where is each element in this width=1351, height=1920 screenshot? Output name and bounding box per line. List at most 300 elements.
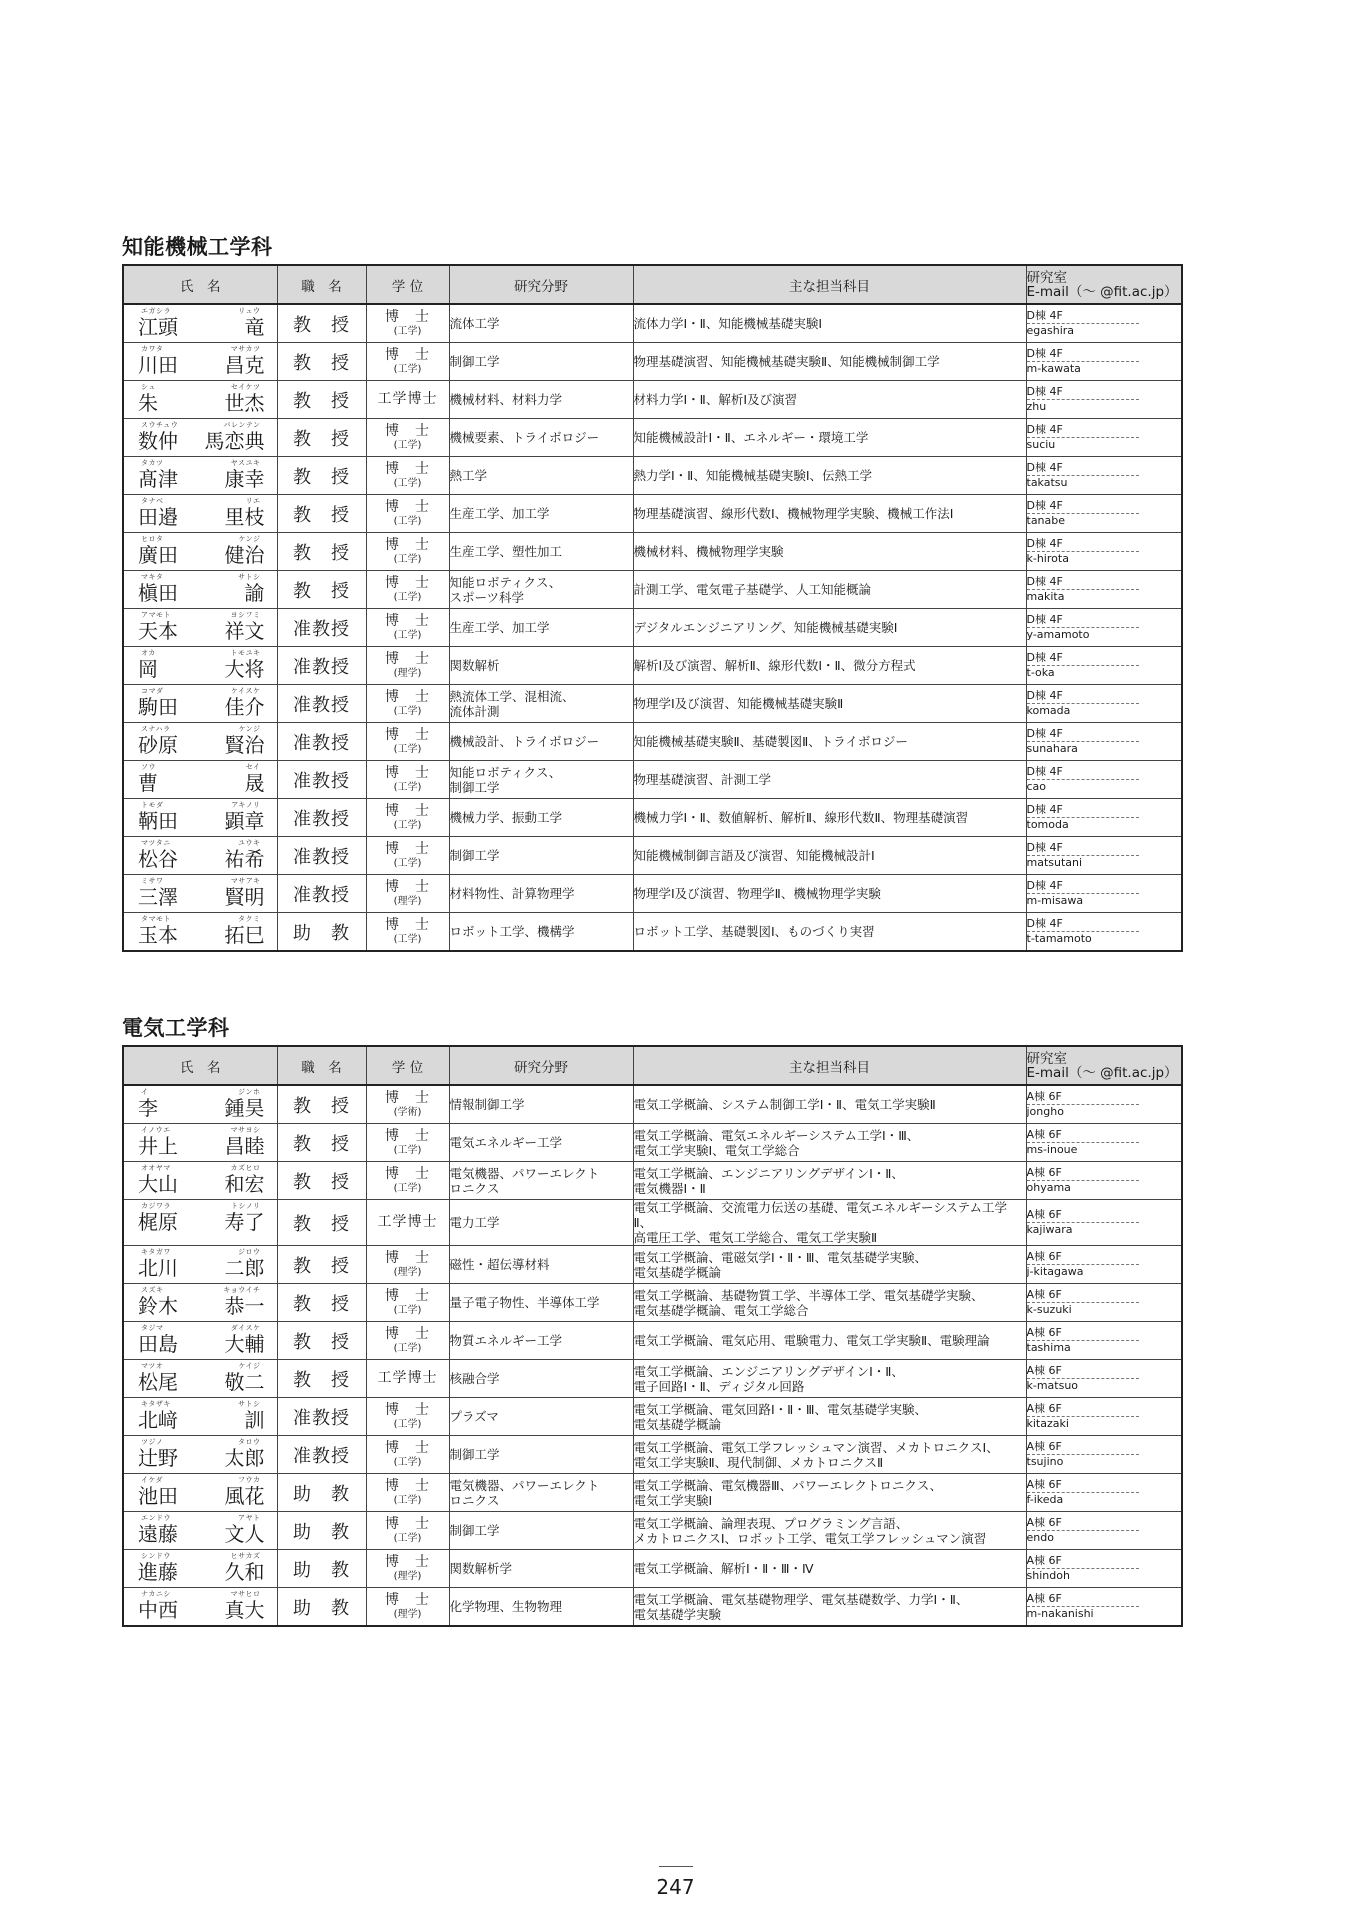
table-row: [123, 913, 1182, 952]
email-id: tashima: [1026, 1341, 1071, 1354]
given-name: 敬二: [224, 1370, 265, 1394]
family-name: 大山: [138, 1172, 178, 1196]
rank-cell: 教 授: [277, 457, 366, 495]
family-name-kana: カワタ: [141, 345, 164, 353]
family-name: 槇田: [138, 581, 178, 605]
given-name-kana: セイ: [245, 763, 261, 771]
given-name-kana: タロウ: [238, 1438, 261, 1446]
degree: 博 士: [385, 803, 430, 819]
given-name: 拓巳: [224, 923, 265, 947]
family-name: 田邉: [138, 505, 178, 529]
office-location: A棟 6F: [1027, 1402, 1139, 1417]
office-cell: [1026, 647, 1182, 685]
section-mechanical: [122, 234, 1181, 952]
email-id: t-tamamoto: [1026, 932, 1092, 945]
degree-field: (工学): [393, 364, 422, 375]
research-field-cell: 材料物性、計算物理学: [449, 875, 633, 913]
email-id: jongho: [1026, 1105, 1064, 1118]
email-id: kajiwara: [1026, 1223, 1073, 1236]
research-field-cell: 制御工学: [449, 343, 633, 381]
office-location: D棟 4F: [1027, 385, 1139, 400]
given-name: 祐希: [224, 847, 265, 871]
degree-cell: [366, 457, 449, 495]
degree-cell: [366, 381, 449, 419]
degree-field: (工学): [393, 744, 422, 755]
given-name-kana: カズヒロ: [230, 1164, 261, 1172]
name-cell: [123, 761, 277, 799]
name-cell: [123, 381, 277, 419]
name-cell: [123, 723, 277, 761]
rank-cell: 教 授: [277, 304, 366, 343]
email-id: komada: [1026, 704, 1071, 717]
table-row: [123, 761, 1182, 799]
degree: 工学博士: [377, 1370, 438, 1386]
rank-cell: 教 授: [277, 1200, 366, 1246]
degree-field: (工学): [393, 1419, 422, 1430]
rank-cell: 教 授: [277, 571, 366, 609]
section-electrical: [122, 1015, 1181, 1627]
family-name: 遠藤: [138, 1522, 178, 1546]
degree: 博 士: [385, 309, 430, 325]
name-cell: [123, 1085, 277, 1124]
given-name-kana: トシノリ: [231, 1202, 261, 1210]
given-name-kana: マサアキ: [230, 877, 261, 885]
research-field-cell: 生産工学、加工学: [449, 609, 633, 647]
name-cell: [123, 1512, 277, 1550]
research-field-cell: 知能ロボティクス、 スポーツ科学: [449, 571, 633, 609]
degree: 博 士: [385, 613, 430, 629]
research-field-cell: 関数解析: [449, 647, 633, 685]
table-row: [123, 304, 1182, 343]
degree: 博 士: [385, 575, 430, 591]
office-cell: [1026, 571, 1182, 609]
given-name: 太郎: [224, 1446, 265, 1470]
given-name: 里枝: [224, 505, 265, 529]
courses-cell: 電気工学概論、解析Ⅰ・Ⅱ・Ⅲ・Ⅳ: [633, 1550, 1026, 1588]
table-row: [123, 1085, 1182, 1124]
courses-cell: 熱力学Ⅰ・Ⅱ、知能機械基礎実験Ⅰ、伝熱工学: [633, 457, 1026, 495]
rank-cell: 教 授: [277, 1124, 366, 1162]
email-id: egashira: [1026, 324, 1075, 337]
courses-cell: 知能機械設計Ⅰ・Ⅱ、エネルギー・環境工学: [633, 419, 1026, 457]
table-row: [123, 837, 1182, 875]
degree: 博 士: [385, 1166, 430, 1182]
degree-field: (理学): [393, 1609, 422, 1620]
table-row: [123, 1474, 1182, 1512]
name-cell: [123, 1200, 277, 1246]
research-field-cell: 制御工学: [449, 1436, 633, 1474]
courses-cell: 流体力学Ⅰ・Ⅱ、知能機械基礎実験Ⅰ: [633, 304, 1026, 343]
degree-field: (工学): [393, 516, 422, 527]
courses-cell: 電気工学概論、電気応用、電験電力、電気工学実験Ⅱ、電験理論: [633, 1322, 1026, 1360]
email-id: f-ikeda: [1026, 1493, 1064, 1506]
courses-cell: 物理学Ⅰ及び演習、知能機械基礎実験Ⅱ: [633, 685, 1026, 723]
degree: 博 士: [385, 1326, 430, 1342]
rank-cell: 教 授: [277, 419, 366, 457]
office-cell: [1026, 1436, 1182, 1474]
degree-field: (工学): [393, 1533, 422, 1544]
degree-field: (理学): [393, 1267, 422, 1278]
courses-cell: 電気工学概論、基礎物質工学、半導体工学、電気基礎学実験、 電気基礎学概論、電気工学総合: [633, 1284, 1026, 1322]
courses-cell: 電気工学概論、システム制御工学Ⅰ・Ⅱ、電気工学実験Ⅱ: [633, 1085, 1026, 1124]
name-cell: [123, 1474, 277, 1512]
table-row: [123, 495, 1182, 533]
degree-field: (理学): [393, 1571, 422, 1582]
degree: 工学博士: [377, 1214, 438, 1230]
given-name-kana: バレンテン: [223, 421, 261, 429]
name-cell: [123, 647, 277, 685]
table-row: [123, 875, 1182, 913]
office-cell: [1026, 419, 1182, 457]
degree-field: (工学): [393, 934, 422, 945]
degree-cell: [366, 1474, 449, 1512]
family-name-kana: トモダ: [141, 801, 164, 809]
name-cell: [123, 495, 277, 533]
table-row: [123, 381, 1182, 419]
table-row: [123, 1360, 1182, 1398]
col-name-header: 氏 名: [123, 265, 277, 304]
family-name: 松谷: [138, 847, 178, 871]
office-cell: [1026, 304, 1182, 343]
degree-cell: [366, 1588, 449, 1627]
courses-cell: 電気工学概論、電気基礎物理学、電気基礎数学、力学Ⅰ・Ⅱ、 電気基礎学実験: [633, 1588, 1026, 1627]
office-cell: [1026, 913, 1182, 952]
given-name: 大輔: [224, 1332, 265, 1356]
courses-cell: 電気工学概論、エンジニアリングデザインⅠ・Ⅱ、 電子回路Ⅰ・Ⅱ、ディジタル回路: [633, 1360, 1026, 1398]
degree: 工学博士: [377, 391, 438, 407]
office-cell: [1026, 685, 1182, 723]
degree-cell: [366, 647, 449, 685]
office-location: A棟 6F: [1027, 1440, 1139, 1455]
office-cell: [1026, 1550, 1182, 1588]
office-cell: [1026, 1085, 1182, 1124]
office-location: A棟 6F: [1027, 1288, 1139, 1303]
courses-cell: 物理基礎演習、計測工学: [633, 761, 1026, 799]
rank-cell: 助 教: [277, 1588, 366, 1627]
given-name: 文人: [224, 1522, 265, 1546]
rank-cell: 教 授: [277, 381, 366, 419]
degree-field: (工学): [393, 554, 422, 565]
office-cell: [1026, 1246, 1182, 1284]
research-field-cell: 量子電子物性、半導体工学: [449, 1284, 633, 1322]
family-name-kana: タマモト: [141, 915, 171, 923]
office-location: A棟 6F: [1027, 1554, 1139, 1569]
given-name-kana: セイケツ: [230, 383, 261, 391]
courses-cell: 電気工学概論、電磁気学Ⅰ・Ⅱ・Ⅲ、電気基礎学実験、 電気基礎学概論: [633, 1246, 1026, 1284]
given-name: 昌睦: [224, 1134, 265, 1158]
courses-cell: 電気工学概論、エンジニアリングデザインⅠ・Ⅱ、 電気機器Ⅰ・Ⅱ: [633, 1162, 1026, 1200]
family-name-kana: オカ: [141, 649, 156, 657]
office-cell: [1026, 1322, 1182, 1360]
degree-field: (理学): [393, 896, 422, 907]
name-cell: [123, 685, 277, 723]
given-name-kana: マサヨシ: [230, 1126, 261, 1134]
research-field-cell: 生産工学、塑性加工: [449, 533, 633, 571]
office-cell: [1026, 837, 1182, 875]
rank-cell: 准教授: [277, 723, 366, 761]
office-location: A棟 6F: [1027, 1364, 1139, 1379]
rank-cell: 准教授: [277, 761, 366, 799]
name-cell: [123, 571, 277, 609]
col-room-header: [1026, 1046, 1182, 1085]
family-name-kana: エンドウ: [141, 1514, 171, 1522]
room-header-label: 研究室: [1026, 269, 1067, 286]
email-id: tomoda: [1026, 818, 1069, 831]
family-name: 曹: [138, 771, 158, 795]
email-id: ohyama: [1026, 1181, 1071, 1194]
degree: 博 士: [385, 727, 430, 743]
office-cell: [1026, 1360, 1182, 1398]
table-row: [123, 1322, 1182, 1360]
rank-cell: 教 授: [277, 1322, 366, 1360]
family-name-kana: マツオ: [141, 1362, 164, 1370]
degree-cell: [366, 1512, 449, 1550]
degree-field: (工学): [393, 1457, 422, 1468]
rank-cell: 教 授: [277, 1246, 366, 1284]
family-name: 李: [138, 1096, 158, 1120]
email-header-label: E-mail（～ @fit.ac.jp）: [1026, 283, 1178, 300]
degree-field: (工学): [393, 1145, 422, 1156]
family-name-kana: シンドウ: [141, 1552, 171, 1560]
family-name: 中西: [138, 1598, 178, 1622]
research-field-cell: 電力工学: [449, 1200, 633, 1246]
name-cell: [123, 1398, 277, 1436]
office-location: D棟 4F: [1027, 423, 1139, 438]
degree-cell: [366, 837, 449, 875]
email-id: sunahara: [1026, 742, 1078, 755]
name-cell: [123, 1162, 277, 1200]
office-cell: [1026, 799, 1182, 837]
table-row: [123, 343, 1182, 381]
given-name-kana: ヨシフミ: [230, 611, 261, 619]
email-id: takatsu: [1026, 476, 1068, 489]
degree: 博 士: [385, 1440, 430, 1456]
degree-field: (工学): [393, 1343, 422, 1354]
degree-field: (工学): [393, 440, 422, 451]
table-row: [123, 609, 1182, 647]
table-row: [123, 799, 1182, 837]
family-name-kana: カジワラ: [141, 1202, 171, 1210]
courses-cell: 解析Ⅰ及び演習、解析Ⅱ、線形代数Ⅰ・Ⅱ、微分方程式: [633, 647, 1026, 685]
degree-cell: [366, 1162, 449, 1200]
email-id: tsujino: [1026, 1455, 1064, 1468]
table-row: [123, 1588, 1182, 1627]
research-field-cell: 制御工学: [449, 837, 633, 875]
email-header-label: E-mail（～ @fit.ac.jp）: [1026, 1064, 1178, 1081]
office-location: D棟 4F: [1027, 537, 1139, 552]
rank-cell: 教 授: [277, 533, 366, 571]
degree: 博 士: [385, 689, 430, 705]
given-name-kana: マサヒロ: [230, 1590, 261, 1598]
rank-cell: 教 授: [277, 495, 366, 533]
degree-cell: [366, 533, 449, 571]
name-cell: [123, 457, 277, 495]
family-name-kana: エガシラ: [141, 307, 171, 315]
degree: 博 士: [385, 1478, 430, 1494]
rank-cell: 教 授: [277, 1360, 366, 1398]
table-header: [123, 1046, 1182, 1085]
research-field-cell: 核融合学: [449, 1360, 633, 1398]
family-name: 池田: [138, 1484, 178, 1508]
table-row: [123, 1124, 1182, 1162]
office-cell: [1026, 761, 1182, 799]
degree: 博 士: [385, 765, 430, 781]
name-cell: [123, 1124, 277, 1162]
degree: 博 士: [385, 347, 430, 363]
courses-cell: 物理基礎演習、線形代数Ⅰ、機械物理学実験、機械工作法Ⅰ: [633, 495, 1026, 533]
email-id: endo: [1026, 1531, 1054, 1544]
family-name-kana: ミサワ: [141, 877, 164, 885]
given-name: 賢明: [224, 885, 265, 909]
family-name-kana: キタガワ: [141, 1248, 171, 1256]
office-location: D棟 4F: [1027, 879, 1139, 894]
office-location: D棟 4F: [1027, 841, 1139, 856]
family-name-kana: シュ: [141, 383, 156, 391]
email-id: tanabe: [1026, 514, 1066, 527]
degree: 博 士: [385, 1402, 430, 1418]
degree-field: (工学): [393, 782, 422, 793]
degree-cell: [366, 1200, 449, 1246]
family-name: 砂原: [138, 733, 178, 757]
rank-cell: 准教授: [277, 685, 366, 723]
page-number-rule: [659, 1866, 693, 1867]
rank-cell: 助 教: [277, 1550, 366, 1588]
degree: 博 士: [385, 423, 430, 439]
family-name: 井上: [138, 1134, 178, 1158]
degree-cell: [366, 1360, 449, 1398]
table-row: [123, 1436, 1182, 1474]
email-id: m-misawa: [1026, 894, 1084, 907]
degree-cell: [366, 685, 449, 723]
family-name-kana: イ: [141, 1088, 149, 1096]
given-name-kana: ヤスユキ: [230, 459, 261, 467]
name-cell: [123, 837, 277, 875]
office-cell: [1026, 723, 1182, 761]
degree-cell: [366, 495, 449, 533]
given-name: 鍾昊: [224, 1096, 265, 1120]
family-name: 梶原: [138, 1210, 178, 1234]
courses-cell: 電気工学概論、電気工学フレッシュマン演習、メカトロニクスⅠ、 電気工学実験Ⅱ、現代制御、メカトロニクスⅡ: [633, 1436, 1026, 1474]
given-name: 竜: [244, 315, 265, 339]
office-cell: [1026, 1398, 1182, 1436]
col-degree-header: 学 位: [366, 1046, 449, 1085]
name-cell: [123, 1322, 277, 1360]
degree: 博 士: [385, 1516, 430, 1532]
degree-field: (理学): [393, 668, 422, 679]
table-row: [123, 1550, 1182, 1588]
rank-cell: 准教授: [277, 609, 366, 647]
family-name: 江頭: [138, 315, 178, 339]
family-name-kana: キタザキ: [141, 1400, 171, 1408]
family-name: 鈴木: [138, 1294, 178, 1318]
table-row: [123, 1246, 1182, 1284]
degree-cell: [366, 304, 449, 343]
family-name: 進藤: [138, 1560, 178, 1584]
courses-cell: 電気工学概論、交流電力伝送の基礎、電気エネルギーシステム工学Ⅱ、 高電圧工学、電気工学総合、電気工学実験Ⅱ: [633, 1200, 1026, 1246]
given-name: 康幸: [224, 467, 265, 491]
col-rank-header: 職 名: [277, 1046, 366, 1085]
given-name-kana: ジンホ: [238, 1088, 261, 1096]
office-location: D棟 4F: [1027, 803, 1139, 818]
given-name-kana: ケイジ: [238, 1362, 261, 1370]
office-cell: [1026, 495, 1182, 533]
given-name: 佳介: [224, 695, 265, 719]
research-field-cell: 電気機器、パワーエレクト ロニクス: [449, 1162, 633, 1200]
given-name: 健治: [224, 543, 265, 567]
degree: 博 士: [385, 1250, 430, 1266]
table-row: [123, 723, 1182, 761]
name-cell: [123, 1436, 277, 1474]
name-cell: [123, 343, 277, 381]
office-location: D棟 4F: [1027, 651, 1139, 666]
degree-cell: [366, 571, 449, 609]
degree: 博 士: [385, 651, 430, 667]
office-location: D棟 4F: [1027, 917, 1139, 932]
family-name-kana: ナカニシ: [141, 1590, 171, 1598]
office-location: A棟 6F: [1027, 1516, 1139, 1531]
family-name-kana: スズキ: [141, 1286, 164, 1294]
family-name: 北﨑: [138, 1408, 178, 1432]
section-title: 知能機械工学科: [122, 235, 273, 259]
research-field-cell: 機械要素、トライボロジー: [449, 419, 633, 457]
rank-cell: 教 授: [277, 1085, 366, 1124]
family-name: 駒田: [138, 695, 178, 719]
degree-cell: [366, 1246, 449, 1284]
degree-field: (工学): [393, 706, 422, 717]
office-cell: [1026, 1124, 1182, 1162]
degree-field: (工学): [393, 858, 422, 869]
office-location: D棟 4F: [1027, 499, 1139, 514]
given-name: 諭: [244, 581, 265, 605]
name-cell: [123, 799, 277, 837]
degree-cell: [366, 761, 449, 799]
degree-cell: [366, 1322, 449, 1360]
courses-cell: 知能機械基礎実験Ⅱ、基礎製図Ⅱ、トライボロジー: [633, 723, 1026, 761]
office-cell: [1026, 1474, 1182, 1512]
degree-cell: [366, 723, 449, 761]
rank-cell: 教 授: [277, 343, 366, 381]
degree: 博 士: [385, 917, 430, 933]
office-location: D棟 4F: [1027, 689, 1139, 704]
given-name: 訓: [244, 1408, 265, 1432]
given-name: 久和: [224, 1560, 265, 1584]
courses-cell: 機械力学Ⅰ・Ⅱ、数値解析、解析Ⅱ、線形代数Ⅱ、物理基礎演習: [633, 799, 1026, 837]
table-row: [123, 419, 1182, 457]
courses-cell: 知能機械制御言語及び演習、知能機械設計Ⅰ: [633, 837, 1026, 875]
table-row: [123, 533, 1182, 571]
degree-field: (工学): [393, 820, 422, 831]
office-location: A棟 6F: [1027, 1250, 1139, 1265]
email-id: m-nakanishi: [1026, 1607, 1094, 1620]
family-name-kana: マツタニ: [141, 839, 171, 847]
family-name: 玉本: [138, 923, 178, 947]
office-cell: [1026, 1284, 1182, 1322]
name-cell: [123, 1360, 277, 1398]
given-name-kana: リエ: [245, 497, 261, 505]
family-name-kana: オオヤマ: [141, 1164, 171, 1172]
family-name: 岡: [138, 657, 158, 681]
office-location: A棟 6F: [1027, 1592, 1139, 1607]
office-cell: [1026, 343, 1182, 381]
name-cell: [123, 1246, 277, 1284]
given-name: 世杰: [224, 391, 265, 415]
office-location: D棟 4F: [1027, 727, 1139, 742]
given-name-kana: ケイスケ: [231, 687, 261, 695]
email-id: y-amamoto: [1026, 628, 1090, 641]
courses-cell: 電気工学概論、電気エネルギーシステム工学Ⅰ・Ⅲ、 電気工学実験Ⅰ、電気工学総合: [633, 1124, 1026, 1162]
email-id: t-oka: [1026, 666, 1055, 679]
table-row: [123, 1512, 1182, 1550]
